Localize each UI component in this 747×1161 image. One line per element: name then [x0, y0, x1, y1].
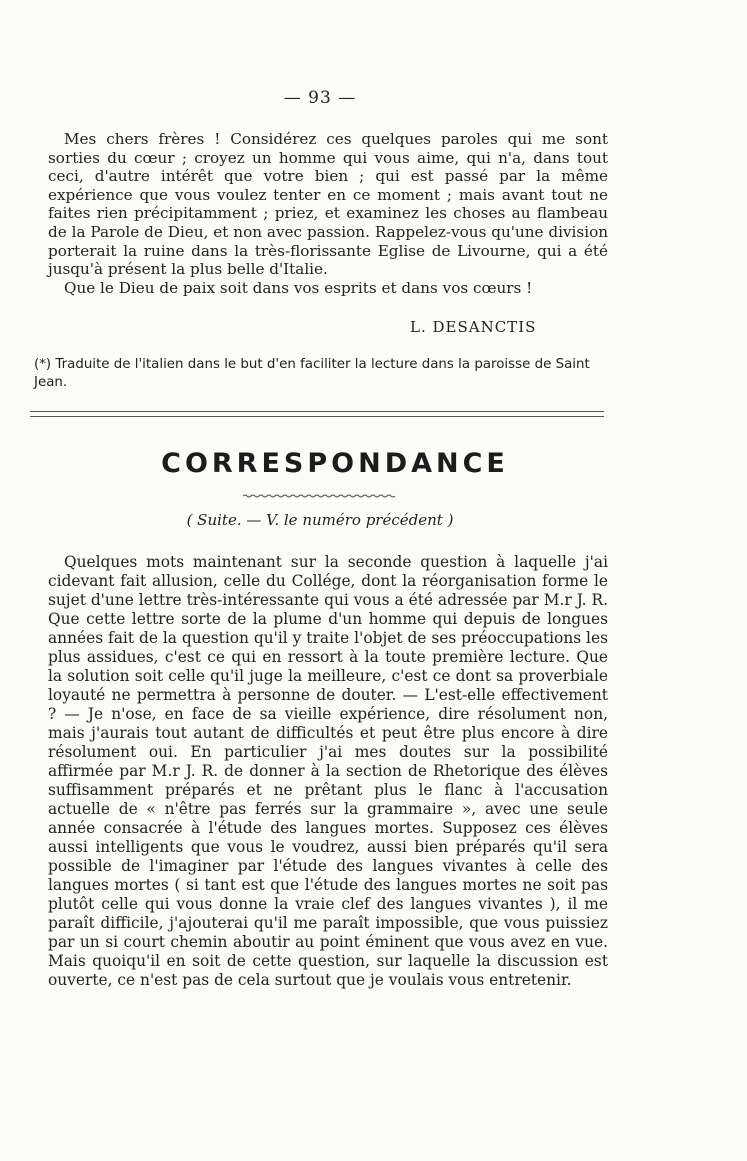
signature: L. DESANCTIS: [410, 318, 537, 336]
section-paragraph: Quelques mots maintenant sur la seconde question à laquelle j'ai cidevant fait allusion, celle du Collége, dont la réorganisation forme le sujet d'une lettre très-intéressante qui vous a été adressée par M.r J. R. Que cette lettre sorte de la plume d'un homme qui depuis de longues années fait de la question qu'il y traite l'objet de ses préoccupations les plus assidues, c'est ce qui en ressort à la toute première lecture. Que la solution soit celle qu'il juge la meilleure, c'est ce dont sa proverbiale loyauté ne permettra à personne de douter. — L'est-elle effectivement ? — Je n'ose, en face de sa vieille expérience, dire résolument non, mais j'aurais tout autant de difficultés et peut être plus encore à dire résolument oui. En particulier j'ai mes doutes sur la possibilité affirmée par M.r J. R. de donner à la section de Rhetorique des élèves suffisamment préparés et ne prêtant plus le flanc à l'accusation actuelle de « n'être pas ferrés sur la grammaire », avec une seule année consacrée à l'étude des langues mortes. Supposez ces élèves aussi intelligents que vous le voudrez, aussi bien préparés qu'il sera possible de l'imaginer par l'étude des langues vivantes à celle des langues mortes ( si tant est que l'étude des langues mortes ne soit pas plutôt celle qui vous donne la vraie clef des langues vivantes ), il me paraît difficile, j'ajouterai qu'il me paraît impossible, que vous puissiez par un si court chemin aboutir au point éminent que vous avez en vue. Mais quoiqu'il en soit de cette question, sur laquelle la discussion est ouverte, ce n'est pas de cela surtout que je voulais vous entretenir.: [48, 553, 608, 989]
section-body: [48, 553, 608, 990]
divider-rule: [30, 411, 604, 412]
letter-body: [48, 130, 608, 297]
section-subtitle: ( Suite. — V. le numéro précédent ): [186, 511, 454, 529]
divider-rule: [30, 416, 604, 417]
wavy-ornament: [243, 494, 397, 498]
section-title: CORRESPONDANCE: [161, 448, 509, 479]
letter-closing: Que le Dieu de paix soit dans vos esprits et dans vos cœurs !: [64, 278, 533, 297]
footnote: (*) Traduite de l'italien dans le but d'en faciliter la lecture dans la paroisse de Saint Jean.: [34, 357, 590, 390]
page-number: — 93 —: [283, 88, 357, 108]
letter-paragraph: Mes chers frères ! Considérez ces quelques paroles qui me sont sorties du cœur ; croyez un homme qui vous aime, qui n'a, dans tout ceci, d'autre intérêt que votre bien ; qui est passé par la même expérience que vous voulez tenter en ce moment ; mais avant tout ne faites rien précipitamment ; priez, et examinez les choses au flambeau de la Parole de Dieu, et non avec passion. Rappelez-vous qu'une division porterait la ruine dans la très-florissante Eglise de Livourne, qui a été jusqu'à présent la plus belle d'Italie.: [48, 130, 608, 279]
